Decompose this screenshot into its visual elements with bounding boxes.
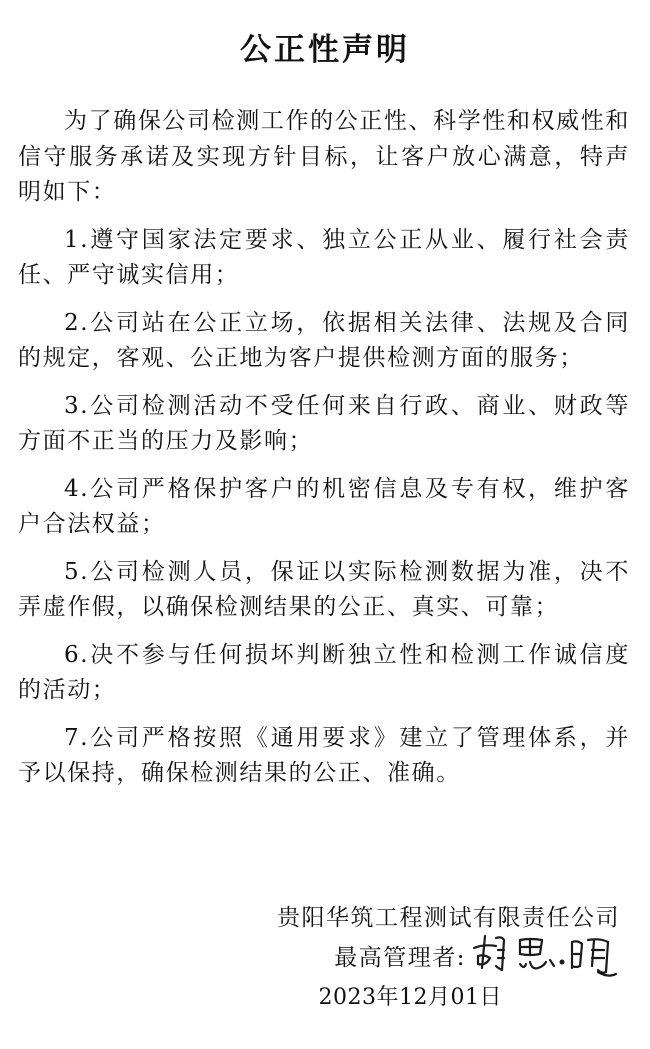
statement-item-7: 7.公司严格按照《通用要求》建立了管理体系，并予以保持，确保检测结果的公正、准确。	[18, 724, 630, 786]
signature-block	[220, 898, 620, 1018]
statement-item-3: 3.公司检测活动不受任何来自行政、商业、财政等方面不正当的压力及影响；	[18, 392, 630, 454]
statement-body	[18, 104, 630, 804]
intro-paragraph: 为了确保公司检测工作的公正性、科学性和权威性和信守服务承诺及实现方针目标，让客户放心满意，特声明如下：	[18, 108, 630, 205]
signature-date: 2023年12月01日	[318, 985, 502, 1010]
statement-item-5: 5.公司检测人员，保证以实际检测数据为准，决不弄虚作假，以确保检测结果的公正、真实、可靠；	[18, 558, 630, 620]
statement-item-2: 2.公司站在公正立场，依据相关法律、法规及合同的规定，客观、公正地为客户提供检测方面的服务；	[18, 309, 630, 371]
document-title: 公正性声明	[240, 32, 410, 68]
manager-label: 最高管理者:	[334, 945, 466, 971]
statement-item-6: 6.决不参与任何损坏判断独立性和检测工作诚信度的活动；	[18, 641, 630, 703]
statement-item-4: 4.公司严格保护客户的机密信息及专有权，维护客户合法权益；	[18, 475, 630, 537]
company-name: 贵阳华筑工程测试有限责任公司	[277, 905, 620, 931]
manager-line	[220, 938, 620, 978]
statement-item-1: 1.遵守国家法定要求、独立公正从业、履行社会责任、严守诚实信用；	[18, 226, 630, 288]
handwritten-signature	[468, 924, 620, 980]
